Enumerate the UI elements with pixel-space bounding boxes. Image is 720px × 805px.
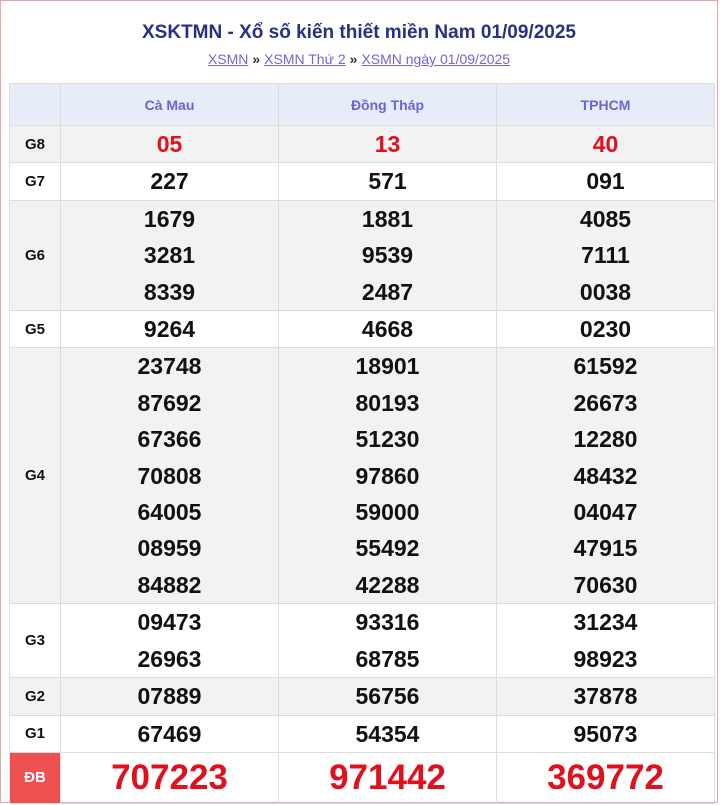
result-number: 95073 — [573, 720, 638, 747]
result-number: 70808 — [137, 462, 202, 489]
prize-rows — [10, 126, 715, 804]
result-cell — [497, 348, 715, 604]
result-number: 64005 — [137, 499, 202, 526]
result-number: 09473 — [137, 609, 202, 636]
result-number: 12280 — [573, 426, 638, 453]
result-cell — [61, 678, 279, 715]
result-number: 47915 — [573, 535, 638, 562]
province-header-row — [10, 84, 715, 126]
prize-row-g8 — [10, 126, 715, 163]
breadcrumb-link-xsmn-thu-2[interactable]: XSMN Thứ 2 — [264, 51, 346, 67]
result-cell — [279, 126, 497, 163]
result-number: 87692 — [137, 389, 202, 416]
result-number: 93316 — [355, 609, 420, 636]
result-number: 13 — [374, 131, 401, 157]
result-number: 98923 — [573, 645, 638, 672]
province-header-ca-mau[interactable]: Cà Mau — [61, 84, 279, 126]
prize-row-g4 — [10, 348, 715, 604]
result-number: 68785 — [355, 645, 420, 672]
prize-row-g3 — [10, 604, 715, 678]
result-number: 84882 — [137, 571, 202, 598]
result-number: 05 — [156, 131, 183, 157]
result-number: 23748 — [137, 353, 202, 380]
result-number: 26963 — [137, 645, 202, 672]
result-cell — [61, 348, 279, 604]
result-cell — [61, 604, 279, 678]
result-number: 571 — [368, 168, 407, 195]
prize-label: ĐB — [10, 752, 61, 803]
result-number: 9264 — [143, 316, 196, 343]
prize-label: G6 — [10, 200, 61, 310]
result-cell — [497, 678, 715, 715]
breadcrumb-separator: » — [252, 51, 261, 67]
result-number: 369772 — [547, 757, 664, 797]
results-table — [9, 83, 715, 804]
prize-row-db — [10, 752, 715, 803]
breadcrumb-link-xsmn[interactable]: XSMN — [207, 51, 249, 67]
result-number: 2487 — [361, 278, 414, 305]
result-cell — [61, 126, 279, 163]
prize-row-g2 — [10, 678, 715, 715]
result-cell — [61, 163, 279, 200]
result-cell — [279, 678, 497, 715]
result-cell — [279, 348, 497, 604]
result-number: 3281 — [143, 242, 196, 269]
result-number: 97860 — [355, 462, 420, 489]
result-number: 59000 — [355, 499, 420, 526]
result-cell — [497, 715, 715, 752]
result-number: 18901 — [355, 353, 420, 380]
result-cell — [497, 604, 715, 678]
result-number: 4668 — [361, 316, 414, 343]
province-header-dong-thap[interactable]: Đồng Tháp — [279, 84, 497, 126]
prize-label: G5 — [10, 311, 61, 348]
result-number: 0038 — [579, 278, 632, 305]
result-number: 80193 — [355, 389, 420, 416]
result-number: 0230 — [579, 316, 632, 343]
result-number: 37878 — [573, 683, 638, 710]
result-number: 9539 — [361, 242, 414, 269]
result-number: 55492 — [355, 535, 420, 562]
page-title: XSKTMN - Xổ số kiến thiết miền Nam 01/09/2025 — [142, 22, 576, 43]
prize-row-g1 — [10, 715, 715, 752]
result-cell — [279, 604, 497, 678]
prize-row-g5 — [10, 311, 715, 348]
result-number: 4085 — [579, 205, 632, 232]
result-number: 971442 — [329, 757, 446, 797]
result-cell — [497, 752, 715, 803]
result-number: 61592 — [573, 353, 638, 380]
result-number: 26673 — [573, 389, 638, 416]
result-number: 07889 — [137, 683, 202, 710]
result-cell — [279, 752, 497, 803]
result-cell — [279, 311, 497, 348]
breadcrumb — [1, 50, 717, 68]
result-number: 67366 — [137, 426, 202, 453]
results-header — [1, 1, 717, 83]
result-cell — [279, 715, 497, 752]
result-cell — [61, 752, 279, 803]
result-number: 1881 — [361, 205, 414, 232]
prize-label: G2 — [10, 678, 61, 715]
result-number: 227 — [150, 168, 189, 195]
result-cell — [61, 200, 279, 310]
result-cell — [61, 715, 279, 752]
prize-label: G7 — [10, 163, 61, 200]
result-number: 67469 — [137, 720, 202, 747]
result-cell — [497, 163, 715, 200]
prize-row-g7 — [10, 163, 715, 200]
result-number: 7111 — [581, 242, 630, 269]
result-number: 51230 — [355, 426, 420, 453]
result-number: 40 — [592, 131, 619, 157]
prize-label-header — [10, 84, 61, 126]
prize-label: G4 — [10, 348, 61, 604]
result-number: 70630 — [573, 571, 638, 598]
prize-label: G8 — [10, 126, 61, 163]
result-number: 48432 — [573, 462, 638, 489]
result-cell — [279, 200, 497, 310]
result-number: 8339 — [143, 278, 196, 305]
result-number: 707223 — [111, 757, 228, 797]
province-header-tphcm[interactable]: TPHCM — [497, 84, 715, 126]
result-number: 08959 — [137, 535, 202, 562]
result-number: 42288 — [355, 571, 420, 598]
prize-label: G3 — [10, 604, 61, 678]
result-number: 1679 — [143, 205, 196, 232]
result-number: 091 — [586, 168, 625, 195]
result-cell — [497, 200, 715, 310]
result-number: 04047 — [573, 499, 638, 526]
result-number: 54354 — [355, 720, 420, 747]
prize-label: G1 — [10, 715, 61, 752]
breadcrumb-link-xsmn-date[interactable]: XSMN ngày 01/09/2025 — [361, 51, 511, 67]
prize-row-g6 — [10, 200, 715, 310]
result-number: 56756 — [355, 683, 420, 710]
result-cell — [279, 163, 497, 200]
breadcrumb-separator: » — [349, 51, 358, 67]
result-cell — [497, 126, 715, 163]
result-cell — [497, 311, 715, 348]
result-number: 31234 — [573, 609, 638, 636]
result-cell — [61, 311, 279, 348]
